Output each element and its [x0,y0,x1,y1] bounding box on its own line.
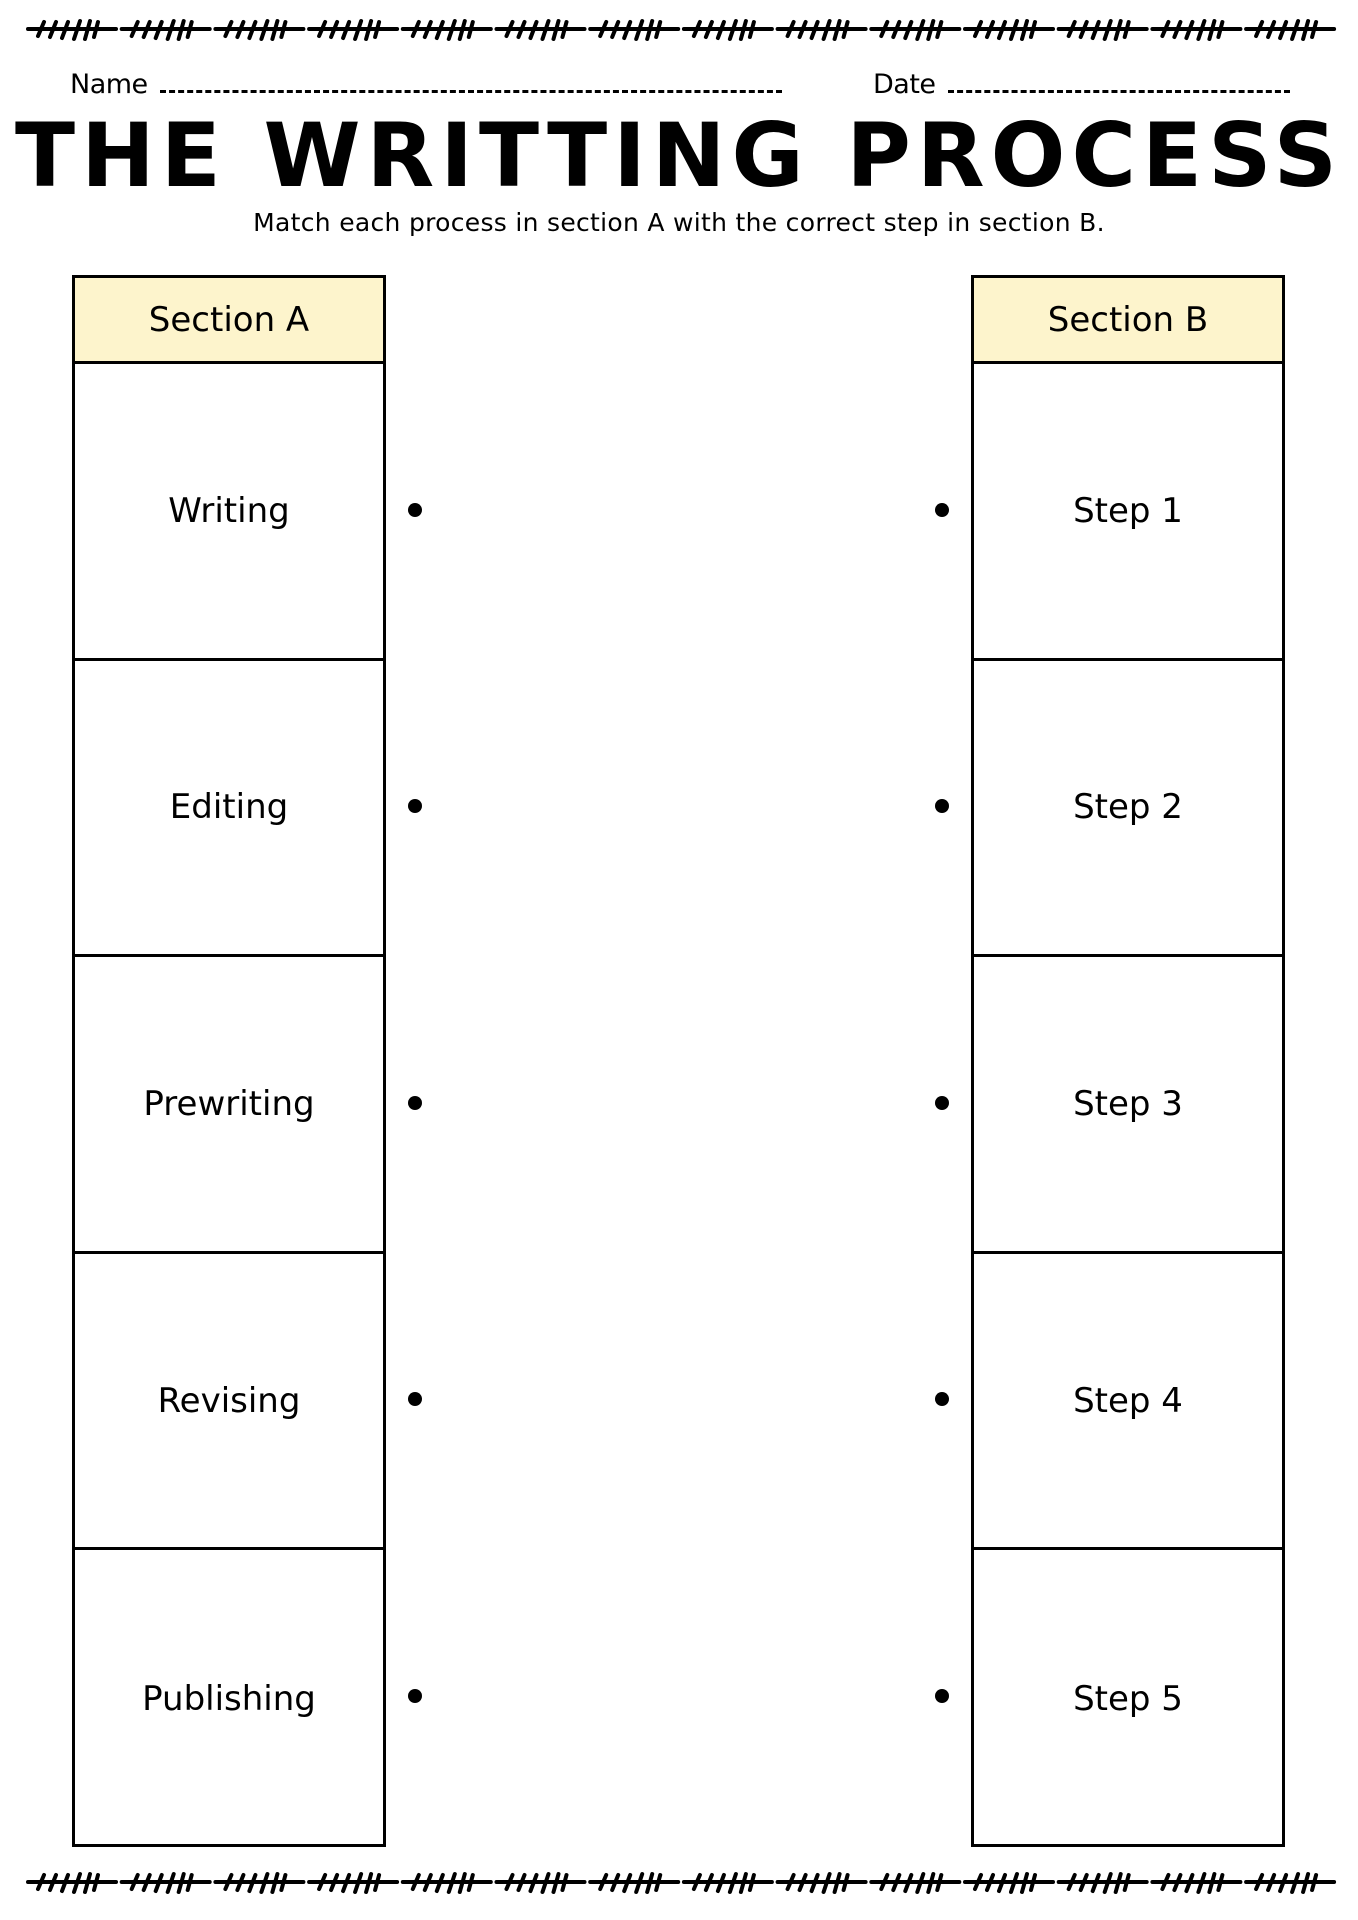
match-dot-a-1[interactable] [408,503,422,517]
section-a-item: Prewriting [75,957,383,1254]
name-label: Name [70,69,148,100]
section-b-item: Step 2 [974,661,1282,958]
section-a-item: Editing [75,661,383,958]
match-dot-b-2[interactable] [935,799,949,813]
section-b-item: Step 3 [974,957,1282,1254]
date-field[interactable] [873,68,1290,102]
section-a-column [72,275,386,1847]
name-field[interactable] [70,68,782,102]
section-b-item: Step 4 [974,1254,1282,1551]
match-dot-b-5[interactable] [935,1689,949,1703]
section-b-item: Step 5 [1073,1678,1183,1719]
match-dot-a-4[interactable] [408,1392,422,1406]
page-title: THE WRITTING PROCESS [15,104,1343,207]
section-a-header: Section A [75,278,383,364]
section-a-item: Revising [75,1254,383,1551]
section-b-column [971,275,1285,1847]
match-dot-a-2[interactable] [408,799,422,813]
match-dot-b-1[interactable] [935,503,949,517]
match-dot-a-5[interactable] [408,1689,422,1703]
date-label: Date [873,69,936,100]
section-b-header: Section B [974,278,1282,364]
date-blank-line[interactable] [948,68,1290,93]
decorative-border-top [26,18,1338,42]
match-dot-b-4[interactable] [935,1392,949,1406]
decorative-border-bottom [26,1871,1338,1895]
match-dot-b-3[interactable] [935,1096,949,1110]
section-a-item: Writing [75,364,383,661]
match-dot-a-3[interactable] [408,1096,422,1110]
instructions: Match each process in section A with the correct step in section B. [253,208,1105,237]
name-blank-line[interactable] [160,68,782,93]
section-b-item: Step 1 [974,364,1282,661]
section-a-item: Publishing [142,1678,316,1719]
